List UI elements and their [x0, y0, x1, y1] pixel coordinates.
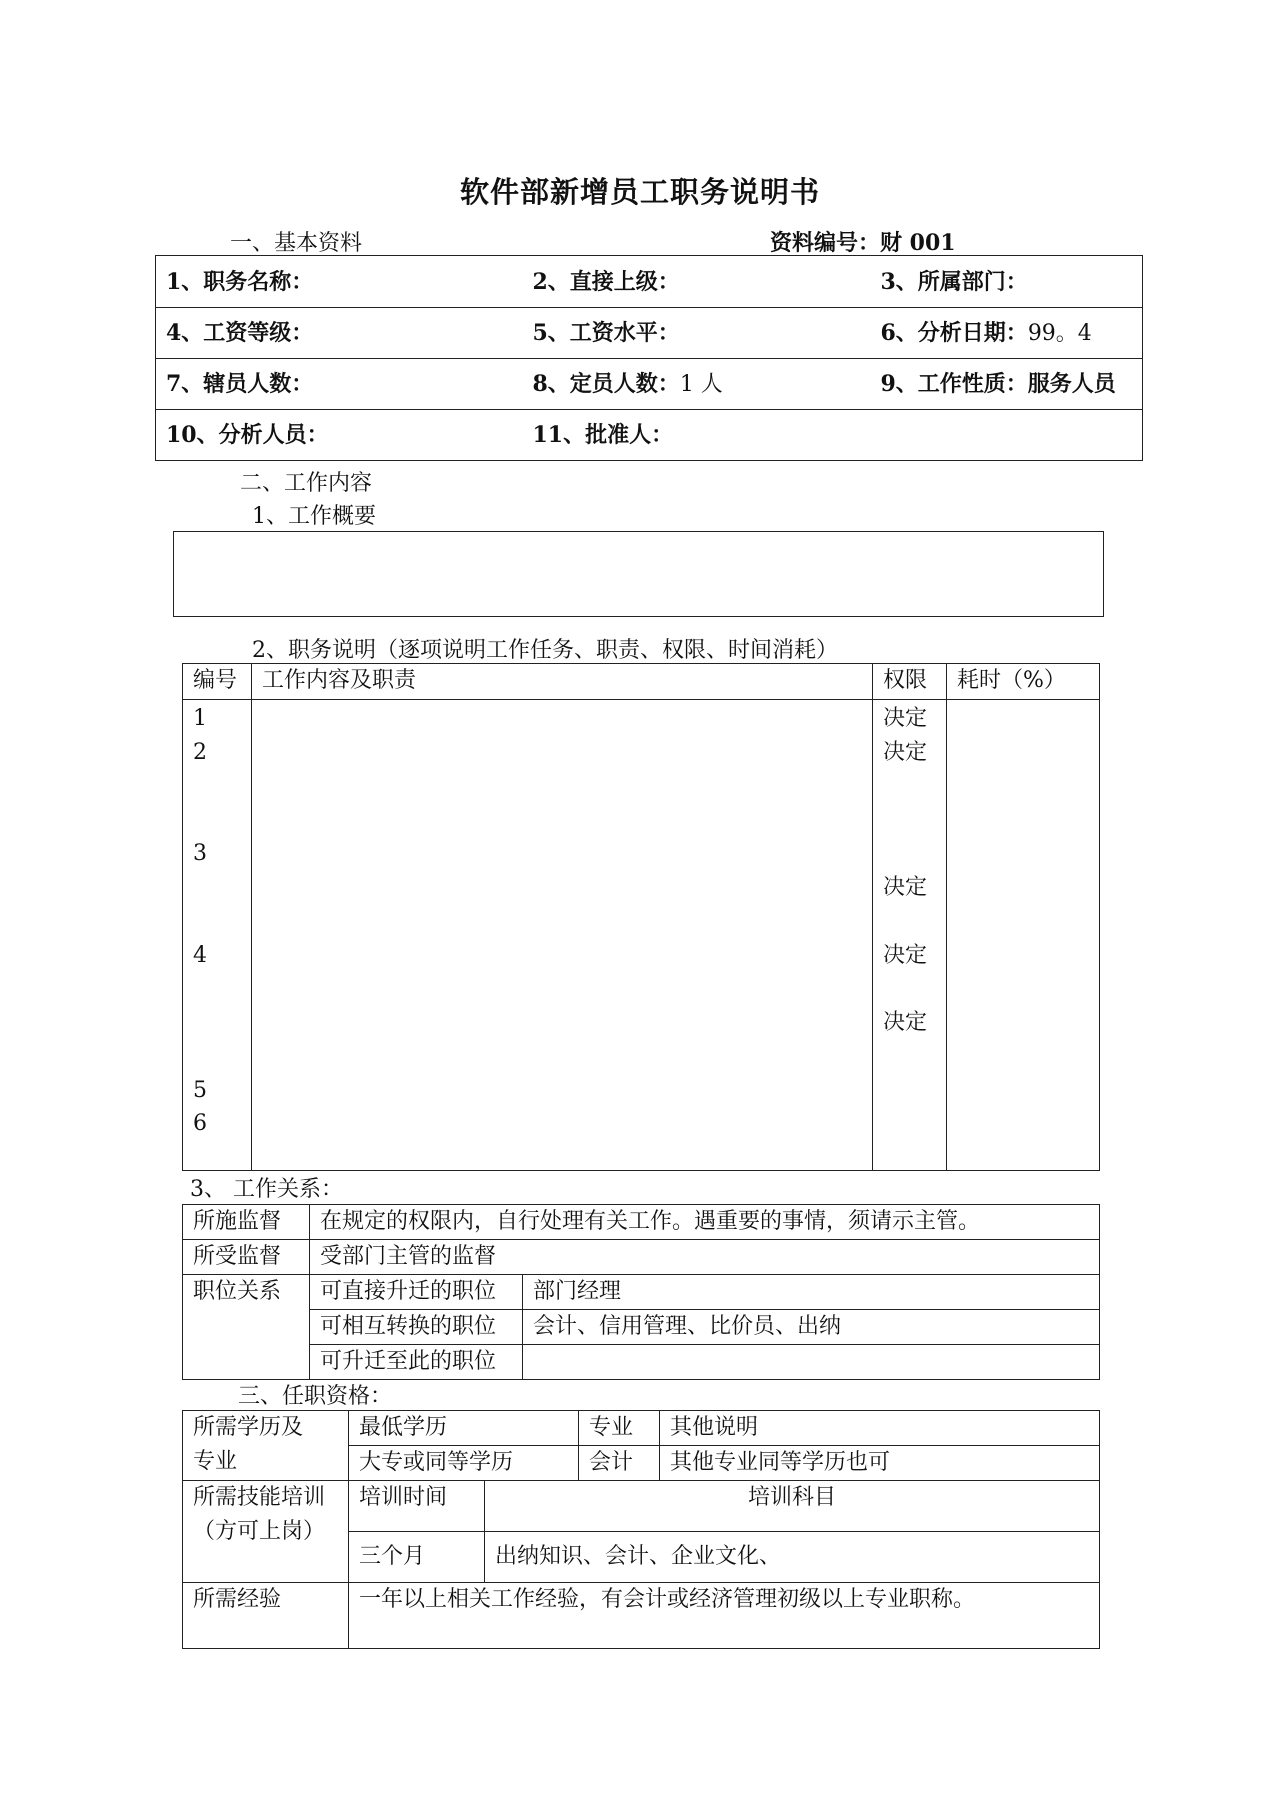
duty-header-time: 耗时（%） — [947, 664, 1100, 700]
duty-authority: 决定 — [883, 1010, 928, 1035]
supervise-label: 所施监督 — [183, 1205, 310, 1240]
basic-info-table — [155, 255, 1143, 461]
major-value: 会计 — [579, 1446, 660, 1481]
supervised-label: 所受监督 — [183, 1240, 310, 1275]
analysis-date-label: 6、分析日期： — [880, 319, 1028, 346]
promote-value: 部门经理 — [523, 1275, 1100, 1310]
min-education-label: 最低学历 — [349, 1411, 579, 1446]
min-education-value: 大专或同等学历 — [349, 1446, 579, 1481]
qualification-heading: 三、任职资格： — [238, 1384, 393, 1409]
department-label: 3、所属部门： — [871, 256, 1143, 308]
duty-authority: 决定 — [883, 740, 928, 765]
work-relations-heading: 3、 工作关系： — [190, 1177, 343, 1202]
skill-training-line2: （方可上岗） — [193, 1519, 326, 1544]
experience-label: 所需经验 — [183, 1583, 349, 1649]
training-time-label: 培训时间 — [349, 1481, 485, 1532]
doc-number — [770, 226, 956, 257]
duty-header-content: 工作内容及职责 — [252, 664, 873, 700]
skill-training-label — [183, 1481, 349, 1583]
headcount-value: 1 人 — [679, 371, 723, 397]
doc-number-value: 财 001 — [880, 230, 956, 256]
major-label: 专业 — [579, 1411, 660, 1446]
transfer-value: 会计、信用管理、比价员、出纳 — [523, 1310, 1100, 1345]
duty-content-column — [252, 700, 873, 1171]
other-notes-value: 其他专业同等学历也可 — [660, 1446, 1100, 1481]
training-subject-value: 出纳知识、会计、企业文化、 — [485, 1532, 1100, 1583]
duty-number: 6 — [193, 1111, 207, 1136]
duty-authority: 决定 — [883, 706, 928, 731]
training-subject-label: 培训科目 — [485, 1481, 1100, 1532]
analysis-date — [871, 308, 1143, 359]
subordinates-label: 7、辖员人数： — [156, 359, 523, 410]
experience-value: 一年以上相关工作经验，有会计或经济管理初级以上专业职称。 — [349, 1583, 1100, 1649]
work-summary-heading: 1、工作概要 — [252, 504, 376, 529]
duty-number: 5 — [193, 1078, 207, 1103]
transfer-label: 可相互转换的职位 — [310, 1310, 523, 1345]
approver-label: 11、批准人： — [523, 410, 871, 461]
promote-from-label: 可升迁至此的职位 — [310, 1345, 523, 1380]
duty-number: 1 — [193, 706, 207, 731]
work-summary-box — [173, 531, 1104, 617]
job-title-label: 1、职务名称： — [156, 256, 523, 308]
duty-authority: 决定 — [883, 943, 928, 968]
headcount — [523, 359, 871, 410]
headcount-label: 8、定员人数： — [532, 370, 680, 397]
duty-number: 2 — [193, 740, 207, 765]
duty-authority: 决定 — [883, 875, 928, 900]
supervised-text: 受部门主管的监督 — [310, 1240, 1100, 1275]
direct-superior-label: 2、直接上级： — [523, 256, 871, 308]
skill-training-line1: 所需技能培训 — [193, 1485, 326, 1510]
analysis-date-value: 99。4 — [1027, 320, 1092, 346]
education-label-line1: 所需学历及 — [193, 1415, 304, 1440]
other-notes-label: 其他说明 — [660, 1411, 1100, 1446]
duty-table — [182, 663, 1100, 1171]
section-basic-heading: 一、基本资料 — [230, 231, 363, 256]
relations-table — [182, 1204, 1100, 1380]
job-nature-label: 9、工作性质：服务人员 — [871, 359, 1143, 410]
qualification-table — [182, 1410, 1100, 1649]
duty-number: 3 — [193, 841, 207, 866]
duty-authority-column — [873, 700, 947, 1171]
duty-time-column — [947, 700, 1100, 1171]
training-time-value: 三个月 — [349, 1532, 485, 1583]
analyst-label: 10、分析人员： — [156, 410, 523, 461]
education-label — [183, 1411, 349, 1481]
position-relations-label: 职位关系 — [183, 1275, 310, 1380]
promote-from-value — [523, 1345, 1100, 1380]
empty-cell — [871, 410, 1143, 461]
promote-label: 可直接升迁的职位 — [310, 1275, 523, 1310]
duty-number: 4 — [193, 943, 207, 968]
section-work-heading: 二、工作内容 — [240, 471, 373, 496]
page-title: 软件部新增员工职务说明书 — [459, 175, 820, 209]
doc-number-label: 资料编号： — [770, 230, 881, 256]
duty-header-number: 编号 — [183, 664, 252, 700]
duty-header-authority: 权限 — [873, 664, 947, 700]
duty-description-heading: 2、职务说明（逐项说明工作任务、职责、权限、时间消耗） — [252, 638, 838, 663]
salary-grade-label: 4、工资等级： — [156, 308, 523, 359]
duty-number-column — [183, 700, 252, 1171]
education-label-line2: 专业 — [193, 1449, 238, 1474]
supervise-text: 在规定的权限内，自行处理有关工作。遇重要的事情，须请示主管。 — [310, 1205, 1100, 1240]
salary-level-label: 5、工资水平： — [523, 308, 871, 359]
